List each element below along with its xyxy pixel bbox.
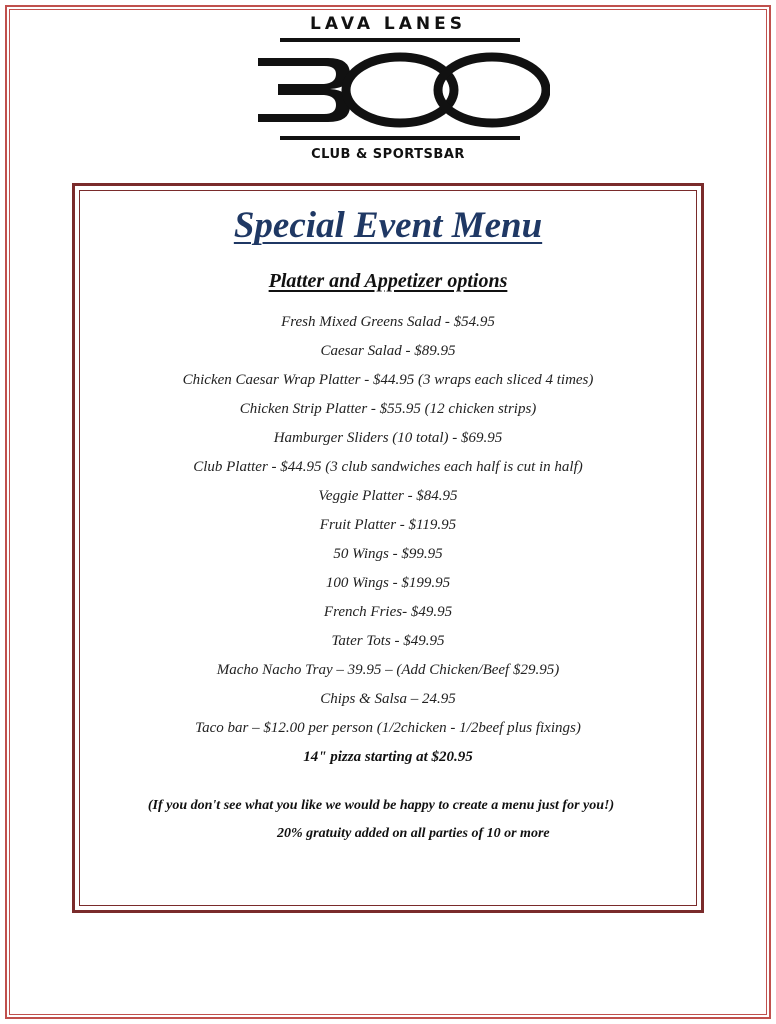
menu-item: Chicken Strip Platter - $55.95 (12 chicken strips) [239, 401, 537, 417]
menu-item: Veggie Platter - $84.95 [318, 488, 458, 504]
menu-item: Fresh Mixed Greens Salad - $54.95 [281, 314, 495, 330]
menu-item: Fruit Platter - $119.95 [319, 517, 457, 533]
menu-item: Tater Tots - $49.95 [331, 633, 445, 649]
menu-item-list [75, 308, 701, 772]
logo [0, 10, 776, 170]
menu-item: Chicken Caesar Wrap Platter - $44.95 (3 wraps each sliced 4 times) [182, 372, 594, 388]
menu-item: Club Platter - $44.95 (3 club sandwiches each half is cut in half) [193, 459, 583, 475]
menu-item: 100 Wings - $199.95 [325, 575, 451, 591]
menu-item: Taco bar – $12.00 per person (1/2chicken - 1/2beef plus fixings) [195, 720, 581, 736]
gratuity-note: 20% gratuity added on all parties of 10 or more [277, 826, 550, 841]
logo-top-text: LAVA LANES [310, 14, 466, 34]
logo-bottom-text: CLUB & SPORTSBAR [311, 147, 465, 162]
menu-item: 50 Wings - $99.95 [333, 546, 443, 562]
menu-item-pizza: 14" pizza starting at $20.95 [303, 749, 473, 765]
menu-item: Caesar Salad - $89.95 [320, 343, 456, 359]
menu-item: Chips & Salsa – 24.95 [320, 691, 456, 707]
menu-item: Macho Nacho Tray – 39.95 – (Add Chicken/Beef $29.95) [216, 662, 560, 678]
custom-menu-note: (If you don't see what you like we would be happy to create a menu just for you!) [147, 798, 615, 813]
section-heading: Platter and Appetizer options [268, 270, 508, 292]
menu-frame [72, 183, 704, 913]
menu-title: Special Event Menu [233, 205, 543, 246]
logo-300-graphic [250, 38, 550, 142]
menu-item: Hamburger Sliders (10 total) - $69.95 [273, 430, 503, 446]
menu-item: French Fries- $49.95 [323, 604, 453, 620]
